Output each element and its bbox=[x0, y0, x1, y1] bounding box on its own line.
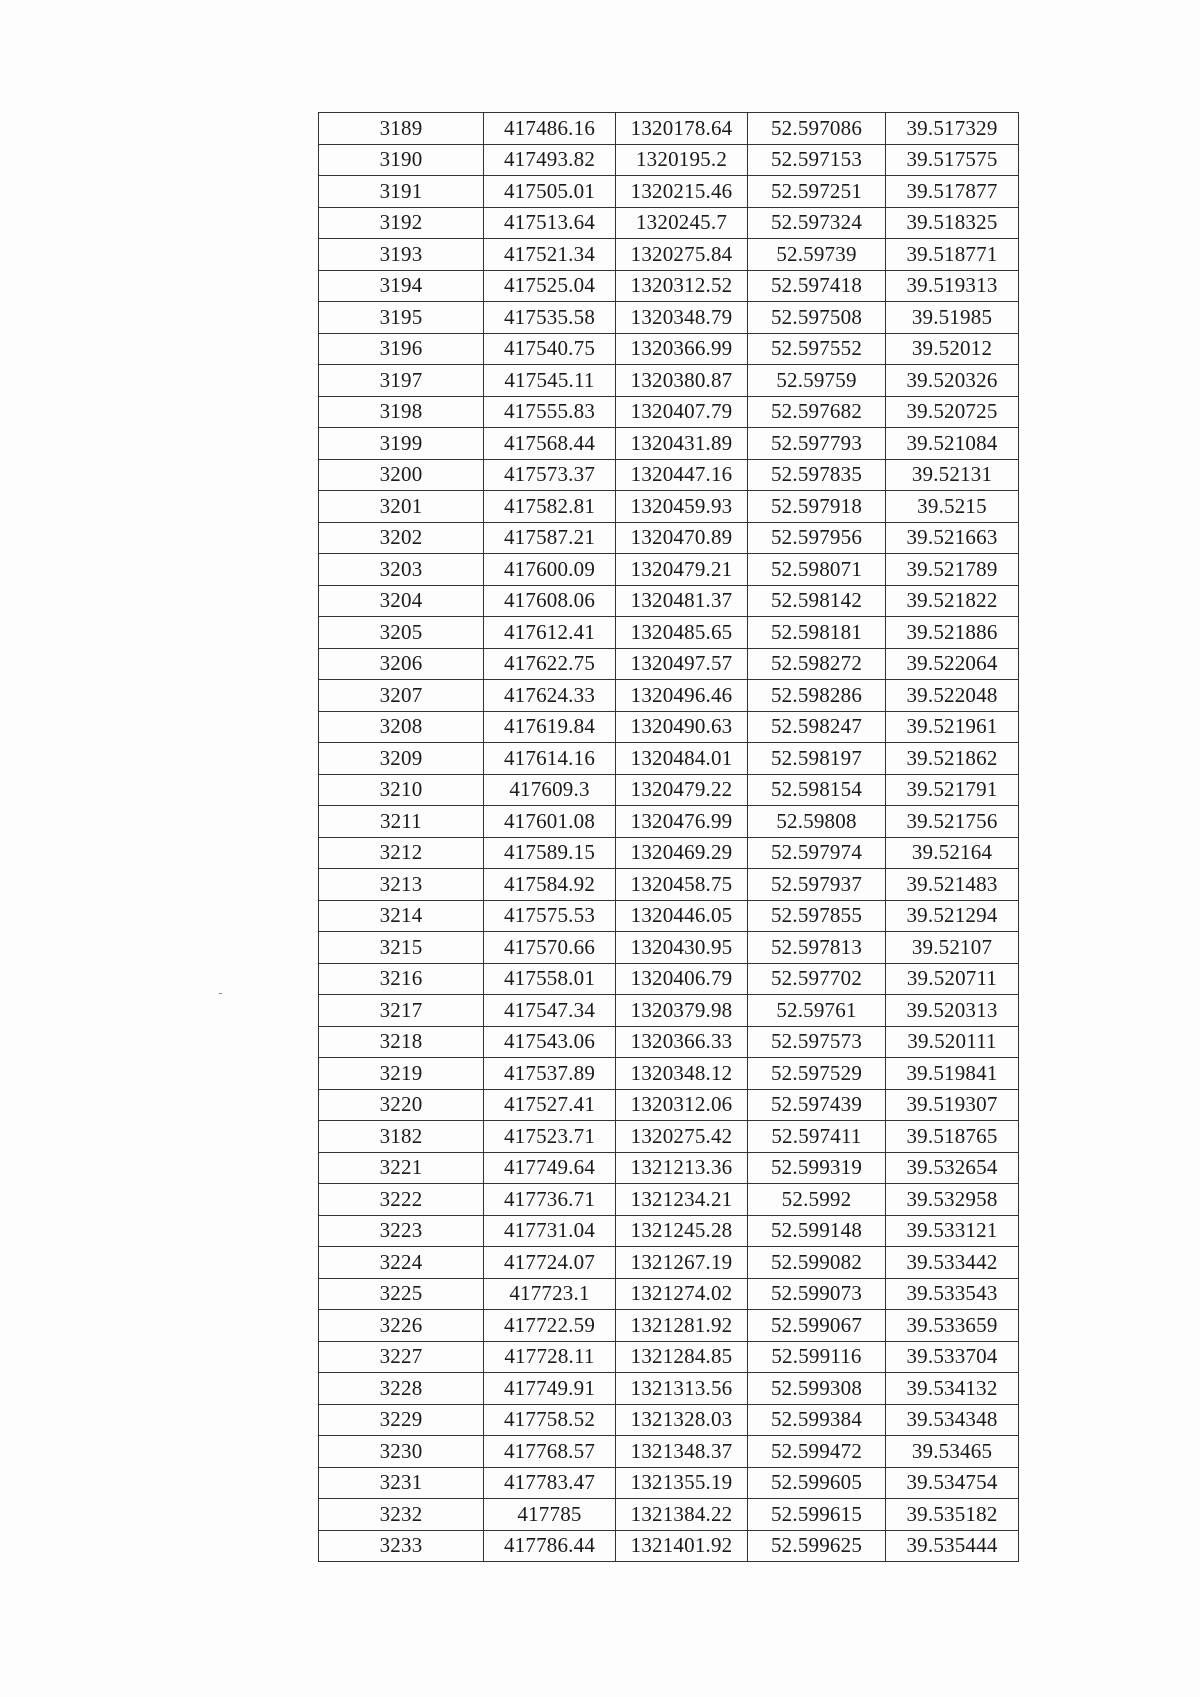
x-coordinate-cell: 417749.64 bbox=[484, 1152, 616, 1184]
latitude-cell: 52.598142 bbox=[748, 585, 886, 617]
latitude-cell: 52.597974 bbox=[748, 837, 886, 869]
x-coordinate-cell: 417537.89 bbox=[484, 1058, 616, 1090]
longitude-cell: 39.5215 bbox=[886, 491, 1019, 523]
x-coordinate-cell: 417622.75 bbox=[484, 648, 616, 680]
y-coordinate-cell: 1320312.06 bbox=[616, 1089, 748, 1121]
table-row bbox=[319, 1467, 1019, 1499]
x-coordinate-cell: 417555.83 bbox=[484, 396, 616, 428]
longitude-cell: 39.521084 bbox=[886, 428, 1019, 460]
point-number-cell: 3209 bbox=[319, 743, 484, 775]
latitude-cell: 52.597702 bbox=[748, 963, 886, 995]
table-row bbox=[319, 680, 1019, 712]
point-number-cell: 3203 bbox=[319, 554, 484, 586]
latitude-cell: 52.598181 bbox=[748, 617, 886, 649]
x-coordinate-cell: 417527.41 bbox=[484, 1089, 616, 1121]
longitude-cell: 39.517575 bbox=[886, 144, 1019, 176]
point-number-cell: 3227 bbox=[319, 1341, 484, 1373]
latitude-cell: 52.597086 bbox=[748, 113, 886, 145]
table-row bbox=[319, 176, 1019, 208]
longitude-cell: 39.534754 bbox=[886, 1467, 1019, 1499]
x-coordinate-cell: 417568.44 bbox=[484, 428, 616, 460]
longitude-cell: 39.520725 bbox=[886, 396, 1019, 428]
latitude-cell: 52.597956 bbox=[748, 522, 886, 554]
point-number-cell: 3221 bbox=[319, 1152, 484, 1184]
longitude-cell: 39.534132 bbox=[886, 1373, 1019, 1405]
table-row bbox=[319, 932, 1019, 964]
y-coordinate-cell: 1321328.03 bbox=[616, 1404, 748, 1436]
x-coordinate-cell: 417558.01 bbox=[484, 963, 616, 995]
y-coordinate-cell: 1321384.22 bbox=[616, 1499, 748, 1531]
y-coordinate-cell: 1320312.52 bbox=[616, 270, 748, 302]
y-coordinate-cell: 1320380.87 bbox=[616, 365, 748, 397]
x-coordinate-cell: 417749.91 bbox=[484, 1373, 616, 1405]
latitude-cell: 52.597918 bbox=[748, 491, 886, 523]
longitude-cell: 39.533442 bbox=[886, 1247, 1019, 1279]
x-coordinate-cell: 417543.06 bbox=[484, 1026, 616, 1058]
point-number-cell: 3195 bbox=[319, 302, 484, 334]
x-coordinate-cell: 417723.1 bbox=[484, 1278, 616, 1310]
y-coordinate-cell: 1320348.12 bbox=[616, 1058, 748, 1090]
point-number-cell: 3202 bbox=[319, 522, 484, 554]
longitude-cell: 39.519307 bbox=[886, 1089, 1019, 1121]
y-coordinate-cell: 1320469.29 bbox=[616, 837, 748, 869]
latitude-cell: 52.599319 bbox=[748, 1152, 886, 1184]
table-row bbox=[319, 1058, 1019, 1090]
latitude-cell: 52.598272 bbox=[748, 648, 886, 680]
latitude-cell: 52.597411 bbox=[748, 1121, 886, 1153]
x-coordinate-cell: 417624.33 bbox=[484, 680, 616, 712]
table-row bbox=[319, 995, 1019, 1027]
point-number-cell: 3220 bbox=[319, 1089, 484, 1121]
y-coordinate-cell: 1321313.56 bbox=[616, 1373, 748, 1405]
point-number-cell: 3232 bbox=[319, 1499, 484, 1531]
table-row bbox=[319, 428, 1019, 460]
point-number-cell: 3192 bbox=[319, 207, 484, 239]
x-coordinate-cell: 417587.21 bbox=[484, 522, 616, 554]
latitude-cell: 52.598154 bbox=[748, 774, 886, 806]
point-number-cell: 3223 bbox=[319, 1215, 484, 1247]
point-number-cell: 3194 bbox=[319, 270, 484, 302]
latitude-cell: 52.5992 bbox=[748, 1184, 886, 1216]
latitude-cell: 52.597251 bbox=[748, 176, 886, 208]
table-row bbox=[319, 743, 1019, 775]
latitude-cell: 52.597324 bbox=[748, 207, 886, 239]
latitude-cell: 52.597855 bbox=[748, 900, 886, 932]
longitude-cell: 39.519313 bbox=[886, 270, 1019, 302]
x-coordinate-cell: 417612.41 bbox=[484, 617, 616, 649]
longitude-cell: 39.535182 bbox=[886, 1499, 1019, 1531]
x-coordinate-cell: 417619.84 bbox=[484, 711, 616, 743]
latitude-cell: 52.597813 bbox=[748, 932, 886, 964]
y-coordinate-cell: 1320479.22 bbox=[616, 774, 748, 806]
latitude-cell: 52.599625 bbox=[748, 1530, 886, 1562]
longitude-cell: 39.52012 bbox=[886, 333, 1019, 365]
table-row bbox=[319, 459, 1019, 491]
latitude-cell: 52.597573 bbox=[748, 1026, 886, 1058]
y-coordinate-cell: 1320431.89 bbox=[616, 428, 748, 460]
table-row bbox=[319, 1184, 1019, 1216]
y-coordinate-cell: 1320379.98 bbox=[616, 995, 748, 1027]
point-number-cell: 3182 bbox=[319, 1121, 484, 1153]
table-row bbox=[319, 1341, 1019, 1373]
longitude-cell: 39.522064 bbox=[886, 648, 1019, 680]
coordinate-table-container bbox=[318, 112, 1018, 1562]
x-coordinate-cell: 417736.71 bbox=[484, 1184, 616, 1216]
point-number-cell: 3224 bbox=[319, 1247, 484, 1279]
x-coordinate-cell: 417584.92 bbox=[484, 869, 616, 901]
latitude-cell: 52.597439 bbox=[748, 1089, 886, 1121]
x-coordinate-cell: 417614.16 bbox=[484, 743, 616, 775]
longitude-cell: 39.522048 bbox=[886, 680, 1019, 712]
table-row bbox=[319, 1152, 1019, 1184]
y-coordinate-cell: 1320366.99 bbox=[616, 333, 748, 365]
table-row bbox=[319, 491, 1019, 523]
latitude-cell: 52.599082 bbox=[748, 1247, 886, 1279]
longitude-cell: 39.533543 bbox=[886, 1278, 1019, 1310]
y-coordinate-cell: 1321401.92 bbox=[616, 1530, 748, 1562]
x-coordinate-cell: 417521.34 bbox=[484, 239, 616, 271]
point-number-cell: 3212 bbox=[319, 837, 484, 869]
latitude-cell: 52.597793 bbox=[748, 428, 886, 460]
y-coordinate-cell: 1321284.85 bbox=[616, 1341, 748, 1373]
latitude-cell: 52.598071 bbox=[748, 554, 886, 586]
table-row bbox=[319, 869, 1019, 901]
point-number-cell: 3225 bbox=[319, 1278, 484, 1310]
x-coordinate-cell: 417573.37 bbox=[484, 459, 616, 491]
latitude-cell: 52.599073 bbox=[748, 1278, 886, 1310]
x-coordinate-cell: 417601.08 bbox=[484, 806, 616, 838]
table-row bbox=[319, 396, 1019, 428]
y-coordinate-cell: 1320348.79 bbox=[616, 302, 748, 334]
table-row bbox=[319, 1404, 1019, 1436]
longitude-cell: 39.533121 bbox=[886, 1215, 1019, 1247]
y-coordinate-cell: 1320496.46 bbox=[616, 680, 748, 712]
x-coordinate-cell: 417525.04 bbox=[484, 270, 616, 302]
y-coordinate-cell: 1321213.36 bbox=[616, 1152, 748, 1184]
longitude-cell: 39.521862 bbox=[886, 743, 1019, 775]
longitude-cell: 39.52164 bbox=[886, 837, 1019, 869]
latitude-cell: 52.597529 bbox=[748, 1058, 886, 1090]
point-number-cell: 3215 bbox=[319, 932, 484, 964]
point-number-cell: 3218 bbox=[319, 1026, 484, 1058]
x-coordinate-cell: 417722.59 bbox=[484, 1310, 616, 1342]
x-coordinate-cell: 417505.01 bbox=[484, 176, 616, 208]
longitude-cell: 39.533659 bbox=[886, 1310, 1019, 1342]
point-number-cell: 3222 bbox=[319, 1184, 484, 1216]
y-coordinate-cell: 1320447.16 bbox=[616, 459, 748, 491]
point-number-cell: 3231 bbox=[319, 1467, 484, 1499]
longitude-cell: 39.52131 bbox=[886, 459, 1019, 491]
x-coordinate-cell: 417609.3 bbox=[484, 774, 616, 806]
y-coordinate-cell: 1320497.57 bbox=[616, 648, 748, 680]
point-number-cell: 3190 bbox=[319, 144, 484, 176]
point-number-cell: 3233 bbox=[319, 1530, 484, 1562]
y-coordinate-cell: 1320484.01 bbox=[616, 743, 748, 775]
x-coordinate-cell: 417547.34 bbox=[484, 995, 616, 1027]
longitude-cell: 39.532958 bbox=[886, 1184, 1019, 1216]
table-row bbox=[319, 711, 1019, 743]
latitude-cell: 52.599615 bbox=[748, 1499, 886, 1531]
x-coordinate-cell: 417582.81 bbox=[484, 491, 616, 523]
longitude-cell: 39.521886 bbox=[886, 617, 1019, 649]
point-number-cell: 3205 bbox=[319, 617, 484, 649]
latitude-cell: 52.599116 bbox=[748, 1341, 886, 1373]
table-row bbox=[319, 1278, 1019, 1310]
x-coordinate-cell: 417570.66 bbox=[484, 932, 616, 964]
table-row bbox=[319, 648, 1019, 680]
y-coordinate-cell: 1321234.21 bbox=[616, 1184, 748, 1216]
point-number-cell: 3216 bbox=[319, 963, 484, 995]
longitude-cell: 39.518325 bbox=[886, 207, 1019, 239]
x-coordinate-cell: 417608.06 bbox=[484, 585, 616, 617]
point-number-cell: 3214 bbox=[319, 900, 484, 932]
table-row bbox=[319, 617, 1019, 649]
y-coordinate-cell: 1321245.28 bbox=[616, 1215, 748, 1247]
latitude-cell: 52.597835 bbox=[748, 459, 886, 491]
table-row bbox=[319, 900, 1019, 932]
table-row bbox=[319, 302, 1019, 334]
table-row bbox=[319, 1499, 1019, 1531]
longitude-cell: 39.517329 bbox=[886, 113, 1019, 145]
point-number-cell: 3197 bbox=[319, 365, 484, 397]
latitude-cell: 52.59808 bbox=[748, 806, 886, 838]
longitude-cell: 39.520326 bbox=[886, 365, 1019, 397]
y-coordinate-cell: 1320430.95 bbox=[616, 932, 748, 964]
longitude-cell: 39.520313 bbox=[886, 995, 1019, 1027]
longitude-cell: 39.521822 bbox=[886, 585, 1019, 617]
x-coordinate-cell: 417731.04 bbox=[484, 1215, 616, 1247]
table-row bbox=[319, 239, 1019, 271]
y-coordinate-cell: 1320275.42 bbox=[616, 1121, 748, 1153]
point-number-cell: 3226 bbox=[319, 1310, 484, 1342]
x-coordinate-cell: 417724.07 bbox=[484, 1247, 616, 1279]
latitude-cell: 52.597508 bbox=[748, 302, 886, 334]
x-coordinate-cell: 417513.64 bbox=[484, 207, 616, 239]
scan-speck bbox=[219, 993, 222, 994]
point-number-cell: 3219 bbox=[319, 1058, 484, 1090]
point-number-cell: 3228 bbox=[319, 1373, 484, 1405]
longitude-cell: 39.521483 bbox=[886, 869, 1019, 901]
table-row bbox=[319, 522, 1019, 554]
x-coordinate-cell: 417523.71 bbox=[484, 1121, 616, 1153]
latitude-cell: 52.599472 bbox=[748, 1436, 886, 1468]
point-number-cell: 3229 bbox=[319, 1404, 484, 1436]
table-row bbox=[319, 1436, 1019, 1468]
coordinate-table bbox=[318, 112, 1019, 1562]
longitude-cell: 39.521791 bbox=[886, 774, 1019, 806]
y-coordinate-cell: 1321267.19 bbox=[616, 1247, 748, 1279]
table-row bbox=[319, 806, 1019, 838]
longitude-cell: 39.521294 bbox=[886, 900, 1019, 932]
latitude-cell: 52.599605 bbox=[748, 1467, 886, 1499]
latitude-cell: 52.597682 bbox=[748, 396, 886, 428]
table-row bbox=[319, 963, 1019, 995]
y-coordinate-cell: 1321355.19 bbox=[616, 1467, 748, 1499]
table-row bbox=[319, 837, 1019, 869]
longitude-cell: 39.535444 bbox=[886, 1530, 1019, 1562]
x-coordinate-cell: 417589.15 bbox=[484, 837, 616, 869]
latitude-cell: 52.598247 bbox=[748, 711, 886, 743]
point-number-cell: 3199 bbox=[319, 428, 484, 460]
longitude-cell: 39.518765 bbox=[886, 1121, 1019, 1153]
y-coordinate-cell: 1320479.21 bbox=[616, 554, 748, 586]
x-coordinate-cell: 417600.09 bbox=[484, 554, 616, 586]
longitude-cell: 39.519841 bbox=[886, 1058, 1019, 1090]
table-row bbox=[319, 113, 1019, 145]
y-coordinate-cell: 1320215.46 bbox=[616, 176, 748, 208]
latitude-cell: 52.59739 bbox=[748, 239, 886, 271]
table-row bbox=[319, 333, 1019, 365]
point-number-cell: 3196 bbox=[319, 333, 484, 365]
y-coordinate-cell: 1321348.37 bbox=[616, 1436, 748, 1468]
longitude-cell: 39.53465 bbox=[886, 1436, 1019, 1468]
table-row bbox=[319, 1089, 1019, 1121]
table-row bbox=[319, 1215, 1019, 1247]
latitude-cell: 52.597552 bbox=[748, 333, 886, 365]
table-row bbox=[319, 1530, 1019, 1562]
longitude-cell: 39.52107 bbox=[886, 932, 1019, 964]
y-coordinate-cell: 1321274.02 bbox=[616, 1278, 748, 1310]
latitude-cell: 52.59759 bbox=[748, 365, 886, 397]
y-coordinate-cell: 1320178.64 bbox=[616, 113, 748, 145]
point-number-cell: 3211 bbox=[319, 806, 484, 838]
x-coordinate-cell: 417493.82 bbox=[484, 144, 616, 176]
table-row bbox=[319, 585, 1019, 617]
latitude-cell: 52.597153 bbox=[748, 144, 886, 176]
table-row bbox=[319, 1247, 1019, 1279]
latitude-cell: 52.598286 bbox=[748, 680, 886, 712]
coordinate-table-body bbox=[319, 113, 1019, 1562]
x-coordinate-cell: 417783.47 bbox=[484, 1467, 616, 1499]
longitude-cell: 39.533704 bbox=[886, 1341, 1019, 1373]
point-number-cell: 3230 bbox=[319, 1436, 484, 1468]
x-coordinate-cell: 417786.44 bbox=[484, 1530, 616, 1562]
point-number-cell: 3213 bbox=[319, 869, 484, 901]
longitude-cell: 39.534348 bbox=[886, 1404, 1019, 1436]
latitude-cell: 52.599067 bbox=[748, 1310, 886, 1342]
x-coordinate-cell: 417575.53 bbox=[484, 900, 616, 932]
latitude-cell: 52.599308 bbox=[748, 1373, 886, 1405]
table-row bbox=[319, 270, 1019, 302]
table-row bbox=[319, 207, 1019, 239]
longitude-cell: 39.521756 bbox=[886, 806, 1019, 838]
latitude-cell: 52.599384 bbox=[748, 1404, 886, 1436]
table-row bbox=[319, 774, 1019, 806]
longitude-cell: 39.521961 bbox=[886, 711, 1019, 743]
x-coordinate-cell: 417728.11 bbox=[484, 1341, 616, 1373]
point-number-cell: 3191 bbox=[319, 176, 484, 208]
point-number-cell: 3193 bbox=[319, 239, 484, 271]
y-coordinate-cell: 1320245.7 bbox=[616, 207, 748, 239]
y-coordinate-cell: 1320485.65 bbox=[616, 617, 748, 649]
y-coordinate-cell: 1320476.99 bbox=[616, 806, 748, 838]
longitude-cell: 39.517877 bbox=[886, 176, 1019, 208]
longitude-cell: 39.532654 bbox=[886, 1152, 1019, 1184]
y-coordinate-cell: 1320458.75 bbox=[616, 869, 748, 901]
point-number-cell: 3198 bbox=[319, 396, 484, 428]
latitude-cell: 52.597418 bbox=[748, 270, 886, 302]
y-coordinate-cell: 1320490.63 bbox=[616, 711, 748, 743]
longitude-cell: 39.51985 bbox=[886, 302, 1019, 334]
longitude-cell: 39.521663 bbox=[886, 522, 1019, 554]
y-coordinate-cell: 1320470.89 bbox=[616, 522, 748, 554]
longitude-cell: 39.518771 bbox=[886, 239, 1019, 271]
x-coordinate-cell: 417768.57 bbox=[484, 1436, 616, 1468]
table-row bbox=[319, 144, 1019, 176]
table-row bbox=[319, 365, 1019, 397]
y-coordinate-cell: 1320407.79 bbox=[616, 396, 748, 428]
table-row bbox=[319, 1121, 1019, 1153]
y-coordinate-cell: 1320446.05 bbox=[616, 900, 748, 932]
y-coordinate-cell: 1320481.37 bbox=[616, 585, 748, 617]
x-coordinate-cell: 417486.16 bbox=[484, 113, 616, 145]
y-coordinate-cell: 1320459.93 bbox=[616, 491, 748, 523]
point-number-cell: 3206 bbox=[319, 648, 484, 680]
point-number-cell: 3201 bbox=[319, 491, 484, 523]
latitude-cell: 52.599148 bbox=[748, 1215, 886, 1247]
point-number-cell: 3208 bbox=[319, 711, 484, 743]
point-number-cell: 3189 bbox=[319, 113, 484, 145]
y-coordinate-cell: 1320275.84 bbox=[616, 239, 748, 271]
table-row bbox=[319, 1026, 1019, 1058]
longitude-cell: 39.520711 bbox=[886, 963, 1019, 995]
x-coordinate-cell: 417540.75 bbox=[484, 333, 616, 365]
y-coordinate-cell: 1320366.33 bbox=[616, 1026, 748, 1058]
table-row bbox=[319, 554, 1019, 586]
point-number-cell: 3200 bbox=[319, 459, 484, 491]
longitude-cell: 39.520111 bbox=[886, 1026, 1019, 1058]
x-coordinate-cell: 417535.58 bbox=[484, 302, 616, 334]
y-coordinate-cell: 1320406.79 bbox=[616, 963, 748, 995]
point-number-cell: 3204 bbox=[319, 585, 484, 617]
latitude-cell: 52.59761 bbox=[748, 995, 886, 1027]
longitude-cell: 39.521789 bbox=[886, 554, 1019, 586]
y-coordinate-cell: 1320195.2 bbox=[616, 144, 748, 176]
latitude-cell: 52.598197 bbox=[748, 743, 886, 775]
y-coordinate-cell: 1321281.92 bbox=[616, 1310, 748, 1342]
point-number-cell: 3207 bbox=[319, 680, 484, 712]
point-number-cell: 3217 bbox=[319, 995, 484, 1027]
x-coordinate-cell: 417545.11 bbox=[484, 365, 616, 397]
x-coordinate-cell: 417785 bbox=[484, 1499, 616, 1531]
x-coordinate-cell: 417758.52 bbox=[484, 1404, 616, 1436]
table-row bbox=[319, 1310, 1019, 1342]
latitude-cell: 52.597937 bbox=[748, 869, 886, 901]
table-row bbox=[319, 1373, 1019, 1405]
point-number-cell: 3210 bbox=[319, 774, 484, 806]
